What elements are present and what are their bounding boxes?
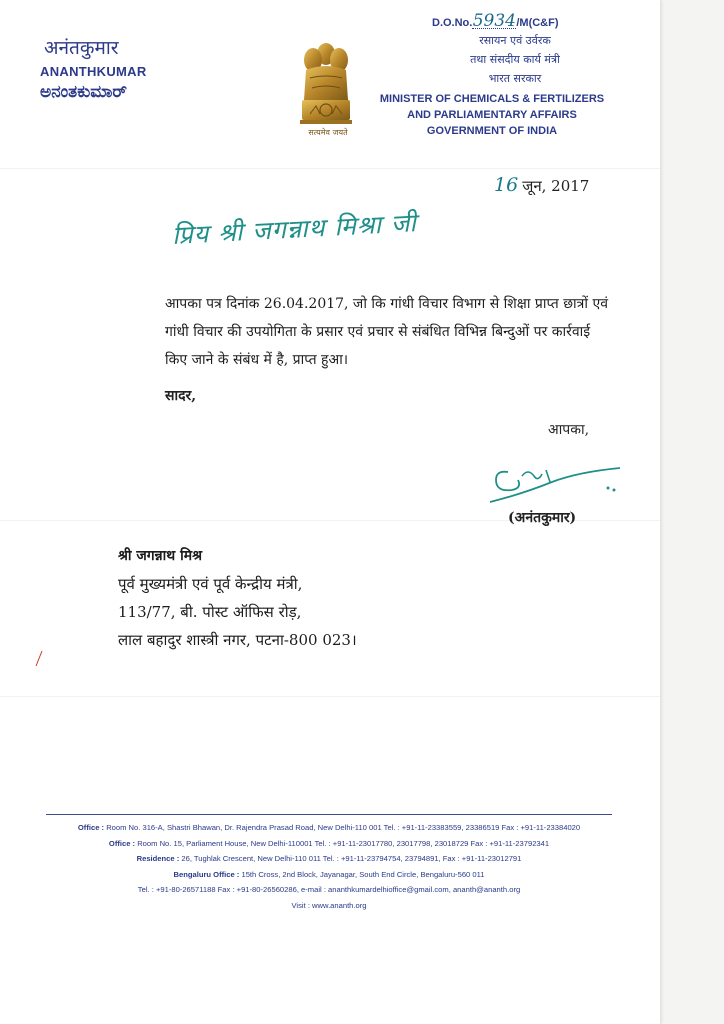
sender-name-hindi: अनंतकुमार	[44, 37, 119, 59]
ministry-english-line: MINISTER OF CHEMICALS & FERTILIZERS	[379, 93, 605, 105]
recipient-line: पूर्व मुख्यमंत्री एवं पूर्व केन्द्रीय मंत्री,	[118, 575, 303, 593]
signatory-name: (अनंतकुमार)	[508, 510, 577, 526]
handwritten-salutation: प्रिय श्री जगन्नाथ मिश्रा जी	[171, 208, 418, 250]
footer-label: Residence :	[136, 854, 180, 863]
recipient-line: लाल बहादुर शास्त्री नगर, पटना-800 023।	[118, 631, 357, 649]
footer-residence-line	[34, 851, 624, 867]
footer-text: 26, Tughlak Crescent, New Delhi-110 011 Tel. : +91-11-23794754, 23794891, Fax : +91-11-23012791	[181, 854, 522, 863]
yours-text: आपका,	[548, 422, 590, 438]
footer-text: Room No. 316-A, Shastri Bhawan, Dr. Rajendra Prasad Road, New Delhi-110 001 Tel. : +91-11-23383559, 23386519 Fax : +91-11-23384020	[106, 823, 581, 832]
footer-text: Room No. 15, Parliament House, New Delhi-110001 Tel. : +91-11-23017780, 23017798, 23018729 Fax : +91-11-23792341	[137, 838, 550, 848]
pen-mark	[34, 650, 44, 668]
letterhead-footer	[34, 820, 624, 913]
footer-label: Office :	[77, 823, 105, 832]
handwritten-signature	[482, 452, 622, 510]
sender-name-english: ANANTHKUMAR	[40, 64, 147, 79]
do-label: D.O.No.	[432, 17, 473, 29]
paper-fold-line	[0, 168, 660, 169]
ministry-hindi-line: भारत सरकार	[488, 72, 542, 85]
closing-text: सादर,	[165, 388, 197, 404]
ministry-english-line: AND PARLIAMENTARY AFFAIRS	[407, 109, 577, 121]
do-suffix: /M(C&F)	[516, 17, 559, 29]
ministry-hindi-line: रसायन एवं उर्वरक	[479, 34, 551, 47]
footer-office-line	[34, 820, 624, 836]
footer-text: 15th Cross, 2nd Block, Jayanagar, South End Circle, Bengaluru-560 011	[241, 869, 485, 879]
ministry-hindi-line: तथा संसदीय कार्य मंत्री	[470, 53, 560, 66]
emblem-motto: सत्यमेव जयते	[308, 128, 348, 137]
footer-label: Office :	[108, 838, 136, 848]
recipient-name: श्री जगन्नाथ मिश्र	[118, 548, 203, 564]
paper-fold-line	[0, 696, 660, 697]
date-day-handwritten: 16	[494, 174, 519, 196]
do-number: 5934	[472, 11, 516, 31]
recipient-address	[118, 542, 357, 654]
letter-date	[494, 174, 589, 196]
footer-contact-line: Tel. : +91-80-26571188 Fax : +91-80-26560286, e-mail : ananthkumardelhioffice@gmail.com, ananth@ananth.org	[137, 885, 521, 894]
date-month-year: जून, 2017	[522, 177, 590, 195]
ministry-english-line: GOVERNMENT OF INDIA	[426, 125, 558, 137]
letter-body: आपका पत्र दिनांक 26.04.2017, जो कि गांधी विचार विभाग से शिक्षा प्राप्त छात्रों एवं गांधी विचार की उपयोगिता के प्रसार एवं प्रचार से संबंधित विभिन्न बिन्दुओं पर कार्रवाई किए जाने के संबंध में है, प्राप्त हुआ।	[165, 296, 609, 368]
footer-website: Visit : www.ananth.org	[291, 900, 367, 910]
do-number-row	[432, 11, 559, 31]
footer-label: Bengaluru Office :	[173, 869, 240, 879]
footer-bengaluru-line	[34, 867, 624, 883]
sender-name-kannada: ಅನಂತಕುಮಾರ್	[40, 82, 127, 102]
recipient-line: 113/77, बी. पोस्ट ऑफिस रोड़,	[118, 603, 302, 621]
footer-rule	[46, 814, 612, 815]
footer-office2-line	[34, 836, 624, 852]
